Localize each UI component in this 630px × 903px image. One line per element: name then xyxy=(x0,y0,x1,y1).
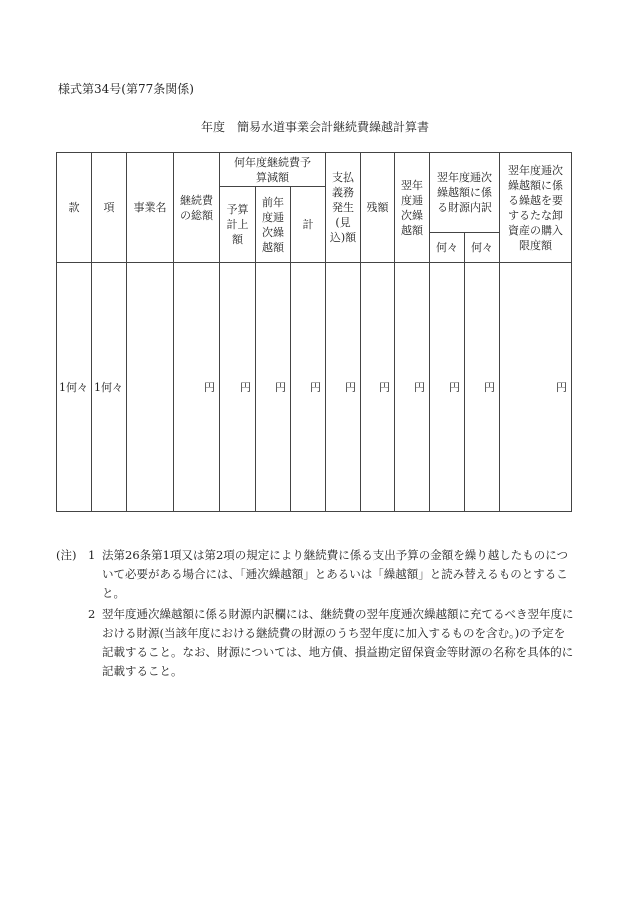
header-total: 継続費の総額 xyxy=(174,153,220,263)
header-next-carry: 翌年度逓次繰越額 xyxy=(395,153,430,263)
cell-source2-yen: 円 xyxy=(465,263,500,512)
note-text: 翌年度逓次繰越額に係る財源内訳欄には、継続費の翌年度逓次繰越額に充てるべき翌年度における財源(当該年度における継続費の財源のうち翌年度に加入するものを含む。)の予定を記載すること。なお、財源については、地方債、損益勘定留保資金等財源の名称を具体的に記載すること。 xyxy=(102,607,574,678)
cell-budget-yen: 円 xyxy=(220,263,256,512)
cell-remaining-yen: 円 xyxy=(361,263,395,512)
note-text: 法第26条第1項又は第2項の規定により継続費に係る支出予算の金額を繰り越したものについて必要がある場合には、「逓次繰越額」とあるいは「繰越額」と読み替えるものとすること。 xyxy=(102,548,569,600)
note-number: 1 xyxy=(88,548,96,562)
cell-source1-yen: 円 xyxy=(430,263,465,512)
note-number: 2 xyxy=(88,607,96,621)
cell-kou: 1何々 xyxy=(92,263,127,512)
carryover-table xyxy=(56,152,572,512)
cell-purchase-limit-yen: 円 xyxy=(500,263,572,512)
header-remaining: 残額 xyxy=(361,153,395,263)
header-payment: 支払義務発生(見込)額 xyxy=(326,153,361,263)
notes-label: (注) xyxy=(56,548,77,562)
notes-section xyxy=(56,546,576,681)
header-kou: 項 xyxy=(92,153,127,263)
header-group-reduction: 何年度継続費予算減額 xyxy=(220,153,326,187)
header-source2: 何々 xyxy=(465,233,500,263)
header-jigyou: 事業名 xyxy=(127,153,174,263)
header-source1: 何々 xyxy=(430,233,465,263)
header-group-source: 翌年度逓次繰越額に係る財源内訳 xyxy=(430,153,500,233)
table-row xyxy=(57,263,572,512)
cell-sum-yen: 円 xyxy=(291,263,326,512)
header-purchase-limit: 翌年度逓次繰越額に係る繰越を要するたな卸資産の購入限度額 xyxy=(500,153,572,263)
header-sum: 計 xyxy=(291,187,326,263)
cell-total-yen: 円 xyxy=(174,263,220,512)
cell-next-carry-yen: 円 xyxy=(395,263,430,512)
note-item-2 xyxy=(56,605,576,681)
header-prev-carry: 前年度逓次繰越額 xyxy=(256,187,291,263)
cell-jigyou xyxy=(127,263,174,512)
header-budget: 予算計上額 xyxy=(220,187,256,263)
note-item-1 xyxy=(56,546,576,603)
document-title: 年度 簡易水道事業会計継続費繰越計算書 xyxy=(200,120,429,134)
form-number: 様式第34号(第77条関係) xyxy=(58,82,194,96)
cell-prev-carry-yen: 円 xyxy=(256,263,291,512)
cell-payment-yen: 円 xyxy=(326,263,361,512)
header-kan: 款 xyxy=(57,153,92,263)
cell-kan: 1何々 xyxy=(57,263,92,512)
